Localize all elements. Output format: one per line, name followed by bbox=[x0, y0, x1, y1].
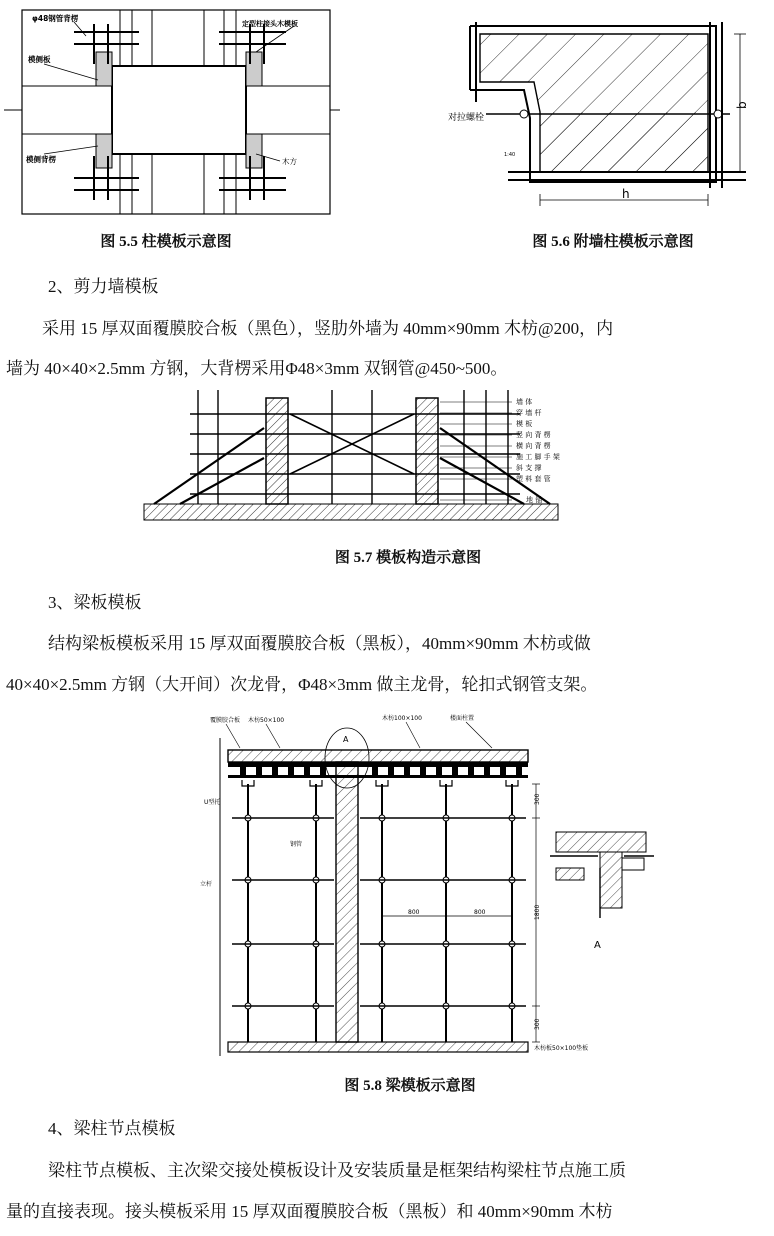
figure-5-8-beam-formwork bbox=[196, 708, 662, 1064]
heading-joint: 4、梁柱节点模板 bbox=[48, 1119, 176, 1138]
label-plywood: 覆膜胶合板 bbox=[210, 717, 241, 724]
heading-shear-wall: 2、剪力墙模板 bbox=[48, 277, 159, 296]
label-slab: 楼面柱置 bbox=[450, 715, 475, 722]
label-wood-50x100: 木枋50×100 bbox=[248, 717, 285, 724]
legend-wall: 墙 体 bbox=[516, 398, 533, 406]
legend-ground-anchor: 地 锚 bbox=[526, 496, 543, 504]
label-a-mark: A bbox=[343, 735, 349, 744]
label-wood: 木方 bbox=[282, 157, 297, 166]
label-side-back: 模侧背楞 bbox=[26, 155, 56, 164]
label-u-jack: U型托 bbox=[204, 799, 221, 806]
para-joint-line-2: 量的直接表现。接头模板采用 15 厚双面覆膜胶合板（黑板）和 40mm×90mm 木枋 bbox=[6, 1202, 613, 1221]
dim-800-b: 800 bbox=[474, 909, 486, 916]
legend-formwork: 模 板 bbox=[516, 420, 533, 428]
figure-5-7-formwork-structure bbox=[140, 388, 580, 528]
legend-horizontal-back: 横 向 背 楞 bbox=[516, 442, 551, 450]
para-beam-slab-line-1: 结构梁板模板采用 15 厚双面覆膜胶合板（黑板），40mm×90mm 木枋或做 bbox=[48, 634, 591, 653]
dim-300-bot: 300 bbox=[534, 1018, 541, 1030]
label-detail-a: A bbox=[594, 940, 601, 951]
label-base: 木枋板50×100垫板 bbox=[534, 1045, 589, 1052]
heading-beam-slab: 3、梁板模板 bbox=[48, 593, 142, 612]
label-pole: 立杆 bbox=[200, 881, 213, 888]
figure-5-6-caption: 图 5.6 附墙柱模板示意图 bbox=[532, 234, 694, 250]
figure-5-8-caption: 图 5.8 梁模板示意图 bbox=[344, 1078, 476, 1094]
figure-5-7-caption: 图 5.7 模板构造示意图 bbox=[334, 550, 482, 566]
legend-diagonal: 斜 支 撑 bbox=[516, 464, 542, 472]
legend-through-rod: 穿 墙 杆 bbox=[516, 409, 542, 417]
dim-800-a: 800 bbox=[408, 909, 420, 916]
para-shear-wall-line-2: 墙为 40×40×2.5mm 方钢，大背楞采用Φ48×3mm 双钢管@450~500。 bbox=[6, 359, 508, 378]
para-shear-wall-line-1: 采用 15 厚双面覆膜胶合板（黑色），竖肋外墙为 40mm×90mm 木枋@200，内 bbox=[42, 319, 614, 338]
label-joint-formwork: 定型柱接头木模板 bbox=[242, 20, 298, 28]
label-steel-tube: 钢管 bbox=[290, 841, 303, 848]
label-side-plate: 模侧板 bbox=[28, 55, 51, 64]
dim-h: h bbox=[622, 187, 630, 201]
legend-plastic-sleeve: 塑 料 套 管 bbox=[516, 475, 551, 483]
label-steel-pipe: φ48钢管背楞 bbox=[32, 14, 79, 23]
label-wood-100x100: 木枋100×100 bbox=[382, 715, 422, 722]
figure-5-5-caption: 图 5.5 柱模板示意图 bbox=[100, 234, 232, 250]
legend-scaffold: 施 工 脚 手 架 bbox=[516, 453, 560, 461]
para-joint-line-1: 梁柱节点模板、主次梁交接处模板设计及安装质量是框架结构梁柱节点施工质 bbox=[48, 1161, 626, 1180]
label-small: 1:40 bbox=[504, 152, 516, 158]
label-tie-bolt: 对拉螺栓 bbox=[448, 113, 485, 123]
para-beam-slab-line-2: 40×40×2.5mm 方钢（大开间）次龙骨，Φ48×3mm 做主龙骨，轮扣式钢管支架。 bbox=[6, 675, 598, 694]
dim-300-top: 300 bbox=[534, 793, 541, 805]
dim-b: b bbox=[735, 101, 749, 109]
figure-5-5-column-formwork bbox=[4, 4, 340, 216]
figure-5-6-wall-column-formwork bbox=[446, 22, 770, 208]
dim-1800: 1800 bbox=[534, 904, 541, 920]
legend-vertical-back: 竖 向 背 楞 bbox=[516, 431, 551, 439]
